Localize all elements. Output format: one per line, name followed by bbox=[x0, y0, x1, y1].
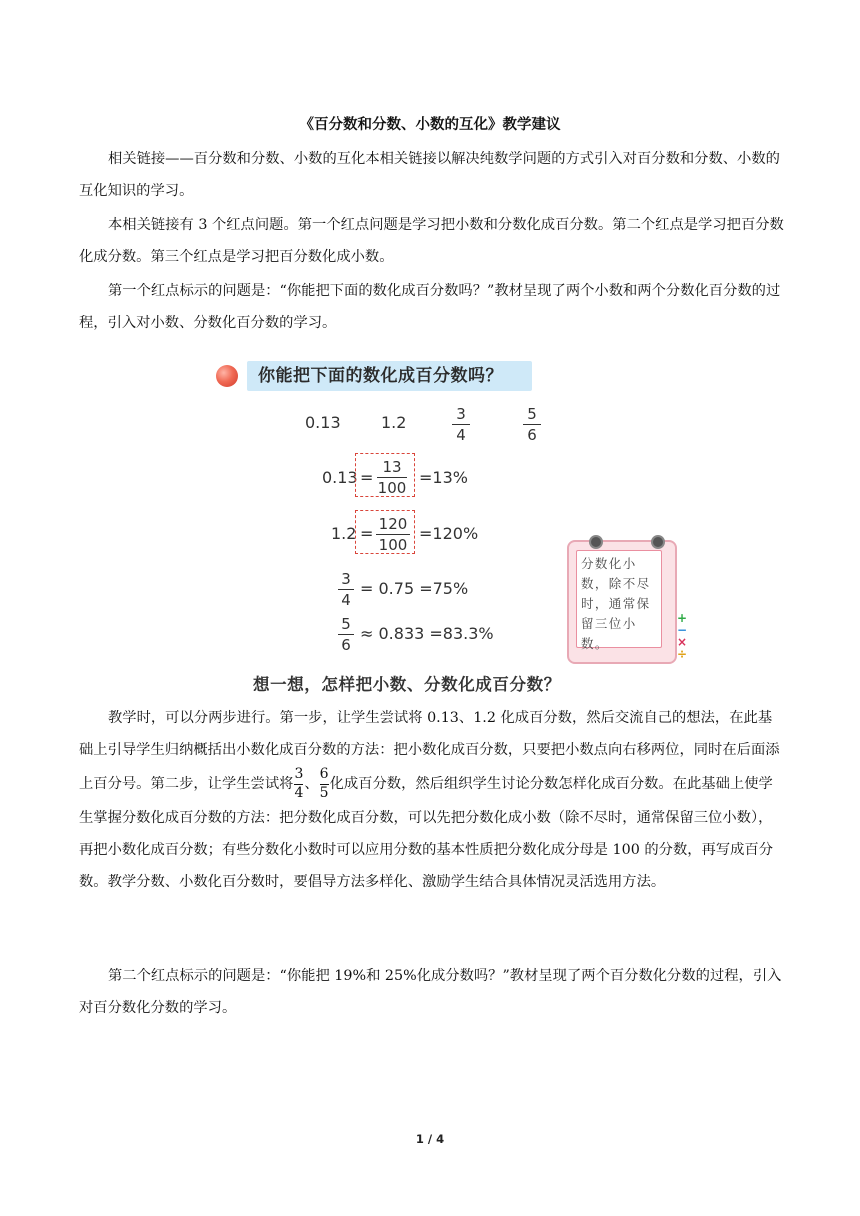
eq2-result: =120% bbox=[419, 524, 479, 543]
paragraph-first-red-point: 第一个红点标示的问题是：“你能把下面的数化成百分数吗？”教材呈现了两个小数和两个分数化百分数的过程，引入对小数、分数化百分数的学习。 bbox=[79, 283, 781, 331]
fraction-bar bbox=[377, 477, 407, 478]
times-icon: × bbox=[677, 635, 688, 649]
fraction-3-4 bbox=[452, 405, 470, 444]
fraction-numerator: 5 bbox=[527, 405, 537, 423]
fraction-denominator: 100 bbox=[377, 479, 407, 497]
fraction-denominator: 4 bbox=[294, 785, 304, 801]
paragraph-intro: 相关链接——百分数和分数、小数的互化本相关链接以解决纯数学问题的方式引入对百分数和分数、小数的互化知识的学习。 bbox=[79, 151, 780, 199]
paragraph-second-red-point: 第二个红点标示的问题是：“你能把 19%和 25%化成分数吗？”教材呈现了两个百分数化分数的过程，引入对百分数化分数的学习。 bbox=[79, 968, 782, 1016]
fraction-numerator: 3 bbox=[294, 766, 303, 785]
figure-heading: 你能把下面的数化成百分数吗？ bbox=[247, 361, 532, 391]
eq1-left: 0.13 bbox=[322, 468, 358, 487]
eq1-result: =13% bbox=[419, 468, 468, 487]
pin-icon bbox=[651, 535, 665, 549]
fraction-5-6 bbox=[523, 405, 541, 444]
fraction-numerator: 13 bbox=[382, 458, 402, 476]
paragraph-teaching-steps bbox=[79, 702, 784, 898]
fraction-denominator: 4 bbox=[456, 426, 466, 444]
fraction-bar bbox=[523, 424, 541, 425]
fraction-numerator: 6 bbox=[320, 766, 329, 785]
pin-icon bbox=[589, 535, 603, 549]
fraction-13-100 bbox=[377, 458, 407, 497]
fraction-numerator: 120 bbox=[378, 515, 408, 533]
teaching-text-part2: 化成百分数，然后组织学生讨论分数怎样化成百分数。在此基础上使学生掌握分数化成百分数的方法：把分数化成百分数，可以先把分数化成小数（除不尽时，通常保留三位小数），再把小数化成百分数；有些分数化小数时可以应用分数的基本性质把分数化成分母是 100 的分数，再写成百分数。教学分数、小数化百分数时，要倡导方法多样化、激励学生结合具体情况灵活选用方法。 bbox=[79, 776, 774, 890]
fraction-numerator: 3 bbox=[456, 405, 466, 423]
fraction-5-6-eq bbox=[338, 615, 354, 654]
tip-note-text: 分数化小数，除不尽时，通常保留三位小数。 bbox=[576, 550, 662, 648]
fraction-denominator: 6 bbox=[527, 426, 537, 444]
teaching-text-part1: 教学时，可以分两步进行。第一步，让学生尝试将 0.13、1.2 化成百分数，然后交流自己的想法，在此基础上引导学生归纳概括出小数化成百分数的方法：把小数化成百分数，只要把小数点向右移两位，同时在后面添上百分号。第二步，让学生尝试将 bbox=[79, 710, 780, 792]
fraction-denominator: 4 bbox=[341, 591, 351, 609]
number-1-2: 1.2 bbox=[381, 413, 407, 432]
fraction-120-100 bbox=[376, 515, 410, 554]
minus-icon: − bbox=[677, 623, 688, 637]
math-operators-decoration bbox=[677, 612, 691, 660]
eq4-result: ≈ 0.833 =83.3% bbox=[360, 624, 494, 643]
eq1-equals: = bbox=[360, 468, 374, 487]
red-dot-icon bbox=[216, 365, 238, 387]
fraction-bar bbox=[338, 634, 354, 635]
page-number: 1 / 4 bbox=[415, 1132, 445, 1146]
fraction-3-4-eq bbox=[338, 570, 354, 609]
eq2-equals: = bbox=[360, 524, 374, 543]
fraction-denominator: 5 bbox=[319, 785, 329, 801]
document-title: 《百分数和分数、小数的互化》教学建议 bbox=[299, 117, 561, 133]
inline-fraction-3-4 bbox=[294, 766, 303, 802]
eq2-left: 1.2 bbox=[331, 524, 357, 543]
fraction-numerator: 5 bbox=[341, 615, 351, 633]
fraction-numerator: 3 bbox=[341, 570, 351, 588]
figure-question: 想一想，怎样把小数、分数化成百分数？ bbox=[253, 675, 561, 694]
plus-icon: + bbox=[677, 611, 688, 625]
fraction-bar bbox=[376, 534, 410, 535]
paragraph-red-points: 本相关链接有 3 个红点问题。第一个红点问题是学习把小数和分数化成百分数。第二个红点是学习把百分数化成分数。第三个红点是学习把百分数化成小数。 bbox=[79, 217, 784, 265]
separator: 、 bbox=[304, 776, 319, 792]
divide-icon: ÷ bbox=[677, 647, 688, 661]
fraction-denominator: 6 bbox=[341, 636, 351, 654]
textbook-figure bbox=[205, 355, 688, 700]
number-0-13: 0.13 bbox=[305, 413, 341, 432]
fraction-bar bbox=[452, 424, 470, 425]
eq3-result: = 0.75 =75% bbox=[360, 579, 469, 598]
inline-fraction-6-5 bbox=[320, 766, 329, 802]
fraction-bar bbox=[338, 589, 354, 590]
tip-note-card bbox=[567, 540, 688, 664]
fraction-denominator: 100 bbox=[378, 536, 408, 554]
